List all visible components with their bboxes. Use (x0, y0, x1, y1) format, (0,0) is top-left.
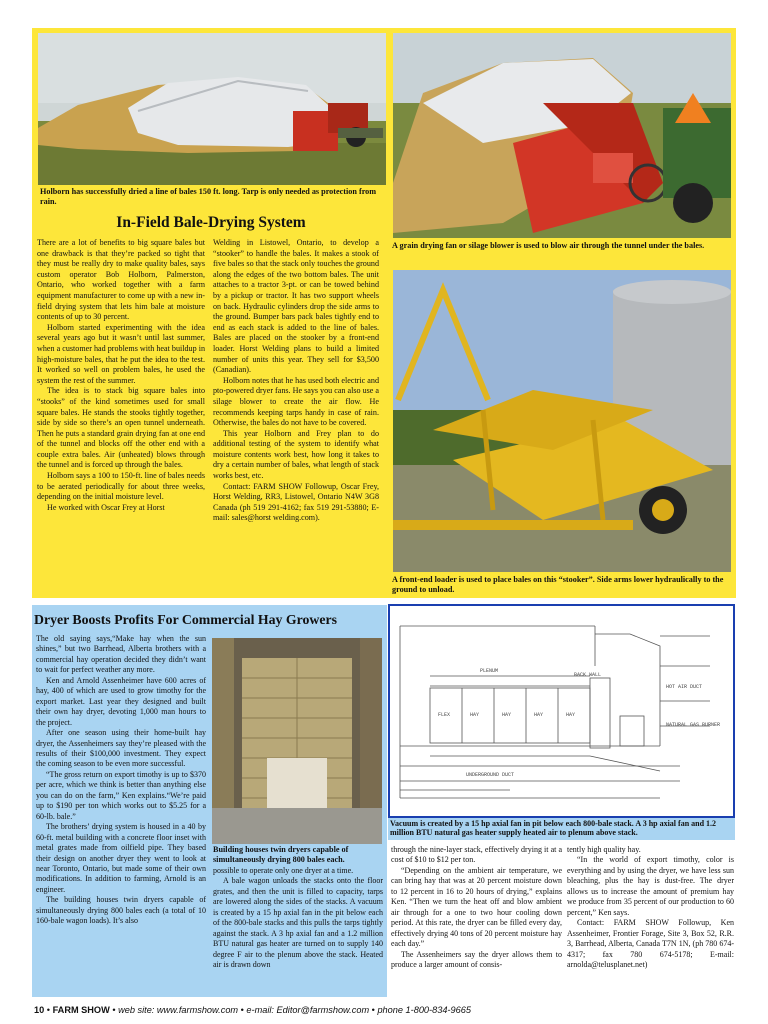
footer-phone: phone 1-800-834-9665 (377, 1005, 471, 1015)
article1-paragraph: There are a lot of benefits to big square bales but one drawback is that they’re packed so tight that they must be really dry to make quality bales, says custom operator Bob Holborn, Palmerston, Ontario, who worked together with a farm equipment manufacturer to come up with a new in-field drying system that lets him bale at moisture contents of up to 30 percent. (37, 238, 205, 322)
article2-column-4 (567, 845, 734, 970)
diagram-label-flex: FLEX (438, 712, 451, 718)
article2-paragraph: A bale wagon unloads the stacks onto the floor grates, and then the unit is filled to capacity, tarps are lowered along the sides of the stacks. A vacuum is created by a 15 hp axial fan in the pit below each of the 800-bale stacks and this pulls the tarps tightly against the stack. A 3 hp axial fan and a 1.2 million BTU natural gas heater are turned on to supply 140 degree F air to the plenum above the stack. Heated air is drawn down (213, 876, 383, 970)
diagram-label-hay: HAY (502, 712, 512, 718)
bale-wagon-dryer-photo (212, 638, 382, 844)
diagram-label-hay: HAY (470, 712, 480, 718)
footer-separator: • (371, 1005, 375, 1015)
article2-paragraph: Contact: FARM SHOW Followup, Ken Assenheimer, Frontier Forage, Site 3, Box 52, R.R. 3, Barrhead, Alberta, Canada T7N 1N, (ph 780 674-4317; fax 780 674-5178; E-mail: arnolda@telusplanet.net) (567, 918, 734, 969)
article2-paragraph: The brothers’ drying system is housed in a 40 by 60-ft. metal building with a concrete floor inset with metal grates made from oilfield pipe. They based their design on another dryer they went to look at near Toronto, Ontario, but made some of their own modifications. In addition to farming, Arnold is an engineer. (36, 822, 206, 894)
article2-paragraph: tently high quality hay. (567, 845, 641, 854)
article2-paragraph: Ken and Arnold Assenheimer have 600 acres of hay, 400 of which are used to grow timothy for the export market. Last year they designed and built their own hay dryer, devoting 1,000 man hours to the project. (36, 675, 206, 727)
bale-tunnel-tarp-photo (38, 33, 386, 185)
article1-paragraph: Contact: FARM SHOW Followup, Oscar Frey, Horst Welding, RR3, Listowel, Ontario N4W 3G8 Canada (ph 519 291-4162; fax 519 291-53880; E-mail: sales@horst welding.com). (213, 481, 379, 523)
footer-separator: • (240, 1005, 244, 1015)
article2-paragraph: “Depending on the ambient air temperature, we can bring hay that was at 20 percent moisture down to 12 percent in 16 to 20 hours of drying,” explains Ken. “Then we turn the heat off and blow ambient air through for a one to two hour cooling down period. At this rate, the dryer can be filled every day, effectively drying 40 tons of 20 percent moisture hay each day.” (391, 865, 562, 949)
diagram-label-hay: HAY (566, 712, 576, 718)
bale-photo-caption: Building houses twin dryers capable of simultaneously drying 800 bales each. (213, 845, 349, 864)
diagram-label-hot-air-duct: HOT AIR DUCT (666, 684, 703, 690)
article1-column-1 (37, 238, 205, 513)
dryer-cross-section-diagram (390, 606, 733, 816)
diagram-label-back-wall: BACK WALL (574, 672, 602, 678)
diagram-label-plenum: PLENUM (480, 668, 499, 674)
photo3-caption: A front-end loader is used to place bales on this “stooker”. Side arms lower hydraulically to the ground to unload. (392, 575, 724, 594)
article2-paragraph: The Assenheimers say the dryer allows them to produce a larger amount of consis- (391, 949, 562, 969)
photo2-caption: A grain drying fan or silage blower is used to blow air through the tunnel under the bales. (392, 241, 705, 250)
footer-brand: FARM SHOW (52, 1005, 110, 1015)
article2-paragraph: After one season using their home-built hay dryer, the Assenheimers say they’re pleased with the results of their $100,000 investment. They expect the coming season to be even more successful. (36, 728, 206, 769)
footer-email[interactable]: e-mail: Editor@farmshow.com (246, 1005, 370, 1015)
footer-separator: • (112, 1005, 116, 1015)
article2-headline: Dryer Boosts Profits For Commercial Hay Growers (34, 612, 337, 627)
photo1-caption: Holborn has successfully dried a line of bales 150 ft. long. Tarp is only needed as protection from rain. (40, 187, 377, 206)
article1-paragraph: This year Holborn and Frey plan to do additional testing of the system to identify what moisture contents work best, how long it takes to dry a certain number of bales, what length of stack works best, etc. (213, 428, 379, 481)
dryer-diagram-frame (388, 604, 735, 818)
article1-paragraph: Welding in Listowel, Ontario, to develop a “stooker” to handle the bales. It makes a stook of five bales so that the stack only touches the ground along the edges of the two bottom bales. The unit attaches to a tractor 3-pt. or can be towed behind by a pickup or tractor. It has two support wheels on back. Hydraulic cylinders drop the side arms to the ground. Bumper bars pack bales tightly end to end as each stack is added to the line of bales. Bales are placed on the stooker by a front-end loader. Horst Welding plans to build a limited number of units this year. They sell for $3,500 (Canadian). (213, 238, 379, 375)
diagram-label-hay: HAY (534, 712, 544, 718)
page-footer (34, 1005, 734, 1015)
page-number: 10 (34, 1005, 45, 1015)
article1-paragraph: He worked with Oscar Frey at Horst (47, 502, 165, 512)
article1-paragraph: Holborn says a 100 to 150-ft. line of bales needs to be aerated periodically for about three weeks, depending on the initial moisture level. (37, 471, 205, 502)
article2-column-3 (391, 845, 562, 970)
article1-paragraph: Holborn notes that he has used both electric and pto-powered dryer fans. He says you can also use a silage blower to create the air flow. He recommends keeping tarps handy in case of rain. Otherwise, the bales do not have to be covered. (213, 375, 379, 428)
article1-headline: In-Field Bale-Drying System (116, 214, 306, 231)
article2-paragraph: The building houses twin dryers capable of simultaneously drying 800 bales each (a total of 10 160-bale wagon loads). It’s also (36, 895, 206, 926)
article2-paragraph: “In the world of export timothy, color is everything and by using the dryer, we have less sun bleaching, plus the hay is dust-free. The dryer allows us to increase the amount of premium hay we produce from 35 percent of our production to 60 percent,” Ken says. (567, 855, 734, 917)
article2-paragraph: The old saying says,“Make hay when the sun shines,” but two Barrhead, Alberta brothers with a commercial hay operation decided they didn’t want to wait for perfect weather any more. (36, 634, 206, 675)
article1-column-2 (213, 238, 379, 524)
stooker-photo (393, 270, 731, 572)
diagram-caption: Vacuum is created by a 15 hp axial fan in pit below each 800-bale stack. A 3 hp axial fan and 1.2 million BTU natural gas heater supply heated air to plenum above stack. (390, 819, 717, 838)
footer-website[interactable]: web site: www.farmshow.com (118, 1005, 239, 1015)
article2-paragraph: through the nine-layer stack, effectively drying it at a cost of $10 to $12 per ton. (391, 845, 562, 865)
article1-paragraph: The idea is to stack big square bales into “stooks” of the kind sometimes used for small square bales. He stands the stooks tightly together, side by side so there’s an open tunnel underneath. Then he puts a standard grain drying fan at one end of the tunnel and blocks off the other end with a couple extra bales. Air (unheated) blows through the tunnel and is forced up through the bales. (37, 386, 205, 470)
article2-paragraph: “The gross return on export timothy is up to $370 per acre, which we think is better than anything else you can do on the farm,” Ken explains.“We’re paid up to $190 per ton which works out to $5.25 for a 60-lb. bale.” (36, 769, 206, 821)
article1-paragraph: Holborn started experimenting with the idea several years ago but it wasn’t until last summer, when a customer had problems with heat buildup in high-moisture bales, that he put the idea to the test. It worked so well on problem bales, he used the system the rest of the summer. (37, 322, 205, 385)
article2-paragraph: possible to operate only one dryer at a time. (213, 866, 354, 875)
article2-column-1 (36, 634, 206, 927)
footer-separator: • (46, 1005, 51, 1015)
article2-column-2 (213, 866, 383, 971)
grain-drying-fan-photo (393, 33, 731, 238)
diagram-label-burner: NATURAL GAS BURNER (666, 722, 721, 728)
diagram-label-underground-duct: UNDERGROUND DUCT (466, 772, 515, 778)
